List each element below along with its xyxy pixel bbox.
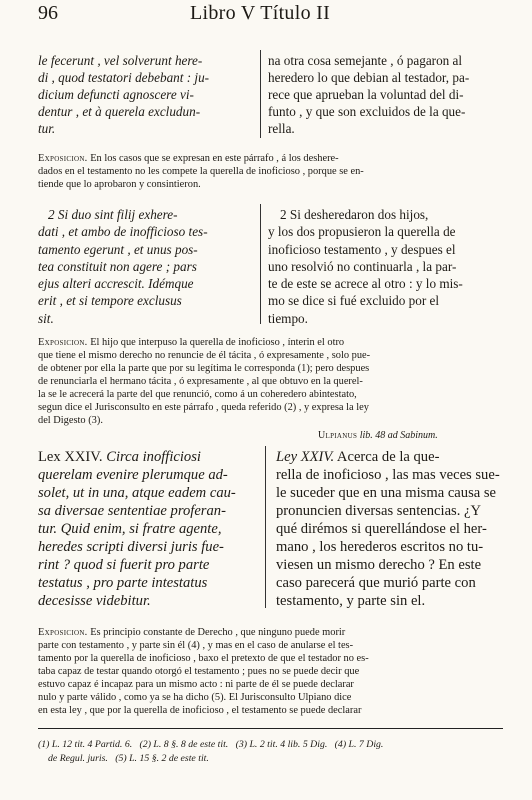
footnote: (5) L. 15 §. 2 de este tit. (115, 753, 209, 764)
latin-column-1 (38, 52, 253, 137)
text-line: dentur , et à querela excludun- (38, 104, 201, 119)
footnote: (3) L. 2 tit. 4 lib. 5 Dig. (235, 739, 328, 750)
text-line: testatus , pro parte intestatus (38, 575, 208, 591)
law-heading: Ley XXIV. (276, 449, 335, 465)
text-line: rint ? quod si fuerit pro parte (38, 557, 210, 573)
text-line: sit. (38, 310, 54, 326)
citation-ref: lib. 48 ad Sabinum. (357, 430, 438, 441)
text-line: pronuncien diversas sentencias. ¿Y (276, 503, 482, 519)
column-divider (260, 50, 261, 138)
text-line: caso parecerá que murió parte con (276, 575, 476, 591)
spanish-column-3 (276, 448, 508, 610)
text-line: 2 Si desheredaron dos hijos, (280, 207, 429, 222)
text-line: Lex XXIV. Circa inofficiosi (38, 449, 201, 465)
latin-column-3 (38, 448, 263, 610)
text-line: mano , los herederos escritos no tu- (276, 539, 484, 555)
text-line: heredero lo que debian al testador, pa- (268, 70, 470, 85)
footnotes (38, 738, 508, 766)
text-line: rece que aprueban la voluntad del di- (268, 87, 464, 102)
exposicion-3 (38, 626, 498, 717)
text-line: dicium defuncti agnoscere vi- (38, 87, 194, 102)
exposicion-label: Exposicion. (38, 337, 88, 348)
text-line: rella de inoficioso , las mas veces sue- (276, 467, 500, 483)
text-line: tea constituit non agere ; pars (38, 258, 197, 274)
exposicion-2 (38, 336, 498, 427)
text-line: erit , et si tempore exclusus (38, 293, 182, 309)
running-title: Libro V Título II (190, 2, 331, 24)
text-line: 2 Si duo sint filij exhere- (48, 207, 178, 222)
law-heading: Lex XXIV. (38, 449, 103, 465)
text-line: sa diversae sententiae proferan- (38, 503, 226, 519)
text-line: y los dos propusieron la querella de (268, 224, 456, 240)
footnote: (2) L. 8 §. 8 de este tit. (139, 739, 229, 750)
text-line: inoficioso testamento , y despues el (268, 241, 456, 257)
footnote: (4) L. 7 Dig. (334, 739, 384, 750)
footnote-line (38, 738, 508, 752)
text-line: rella. (268, 121, 295, 136)
latin-column-2 (38, 206, 253, 327)
page-number: 96 (38, 2, 58, 24)
text-line: Ley XXIV. Acerca de la que- (276, 449, 440, 465)
column-divider (260, 204, 261, 324)
spanish-column-2 (268, 206, 508, 327)
spanish-column-1 (268, 52, 508, 137)
text-line: tur. Quid enim, si fratre agente, (38, 521, 222, 537)
text-line: querelam evenire plerumque ad- (38, 467, 228, 483)
exposicion-text: Es principio constante de Derecho , que ninguno puede morir parte con testamento , y parte sin él (4) , y mas en el caso de anularse el tes- tamento por la querella de inoficioso , baxo el pretexto de que el testador no es- taba capaz de testar quando otorgó el testamento ; pues no se puede decir que estuvo capaz é incapaz para un mismo acto : ni parte de él se puede declarar nulo y parte válido , como ya se ha dicho (5). El Jurisconsulto Ulpiano dice en esta ley , que por la querella de inoficioso , el testamento se puede declarar (38, 627, 369, 716)
text-line: le fecerunt , vel solverunt here- (38, 53, 203, 68)
footnote-line (38, 752, 508, 766)
text-line: ejus alteri accrescit. Idémque (38, 276, 194, 292)
text-line: dati , et ambo de inofficioso tes- (38, 224, 208, 240)
text-line: te de este se acrece al otro : y lo mis- (268, 276, 463, 292)
exposicion-text: El hijo que interpuso la querella de inoficioso , ínterin el otro que tiene el mismo derecho no renuncie de él tácita , ó expresamente , solo pue- de obtener por ella la parte que por su legítima le corresponda (1); pero despues de renunciarla el hermano tácita , ó expresamente , al que obtuvo en la querel- la se le acrecerá la parte del que renunció, como á un coheredero abintestato, segun dice el Jurisconsulto en este párrafo , queda referido (2) , y expresa la ley del Digesto (3). (38, 337, 371, 426)
exposicion-1 (38, 152, 498, 191)
citation-author: Ulpianus (318, 430, 358, 441)
source-citation (318, 430, 438, 441)
text-line: le suceder que en una misma causa se (276, 485, 497, 501)
exposicion-label: Exposicion. (38, 627, 88, 638)
text-line: testamento, y parte sin el. (276, 593, 426, 609)
text-line: tamento egerunt , et unus pos- (38, 241, 198, 257)
text-line: heredes scripti diversi juris fue- (38, 539, 224, 555)
text-line: na otra cosa semejante , ó pagaron al (268, 53, 463, 68)
text-line: solet, ut in una, atque eadem cau- (38, 485, 236, 501)
footnote: (1) L. 12 tit. 4 Partid. 6. (38, 739, 133, 750)
exposicion-text: En los casos que se expresan en este párrafo , á los deshere- dados en el testamento no les compete la querella de inoficioso , porque se en- tiende que lo aprobaron y consintieron. (38, 153, 364, 190)
text-line: di , quod testatori debebant : ju- (38, 70, 210, 85)
footnote: de Regul. juris. (48, 753, 108, 764)
text-line: funto , y que son excluidos de la que- (268, 104, 466, 119)
text-line: tiempo. (268, 310, 308, 326)
text-line: uno resolvió no continuarla , la par- (268, 258, 457, 274)
exposicion-label: Exposicion. (38, 153, 88, 164)
text-line: viesen un mismo derecho ? En este (276, 557, 482, 573)
text-line: qué dirémos si querellándose el her- (276, 521, 487, 537)
text-line: mo se dice si fué excluido por el (268, 293, 440, 309)
text-line: tur. (38, 121, 56, 136)
column-divider (265, 446, 266, 608)
footnote-rule (38, 728, 503, 729)
text-line: decesisse videbitur. (38, 593, 151, 609)
